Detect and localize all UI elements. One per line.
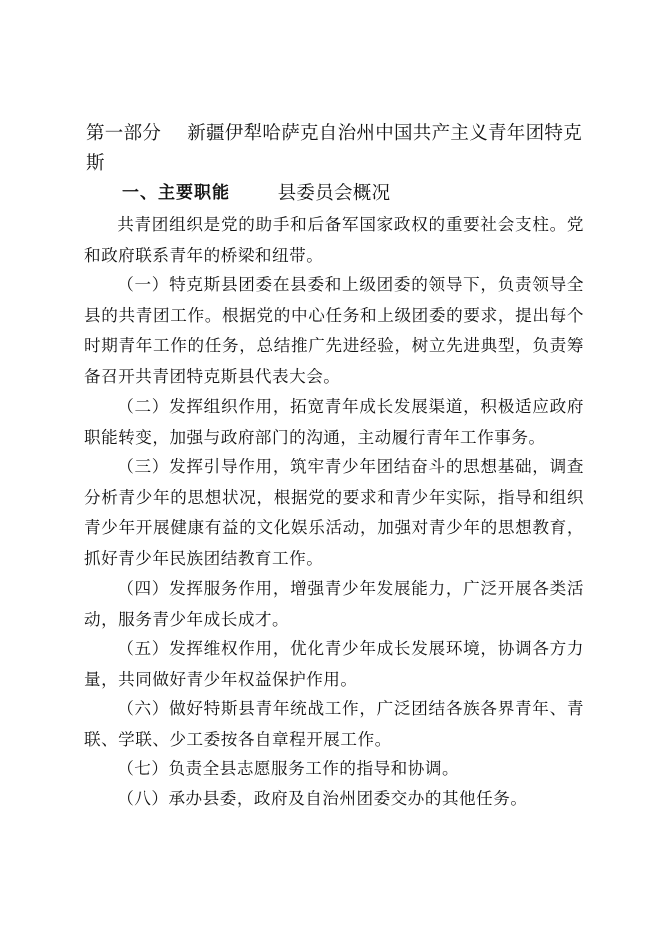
paragraph-item-1: （一）特克斯县团委在县委和上级团委的领导下，负责领导全县的共青团工作。根据党的中心任务和上级团委的要求，提出每个时期青年工作的任务，总结推广先进经验，树立先进典型，负责筹备召开共青团特克斯县代表大会。 <box>84 275 584 386</box>
paragraph-item-8: （八）承办县委，政府及自治州团委交办的其他任务。 <box>117 789 528 808</box>
title-line-2: 县委员会概况 <box>277 183 391 204</box>
paragraph-item-7: （七）负责全县志愿服务工作的指导和协调。 <box>117 759 460 778</box>
paragraph-item-5: （五）发挥维权作用，优化青少年成长发展环境，协调各方力量，共同做好青少年权益保护作用。 <box>84 639 584 689</box>
title-line-1: 新疆伊犁哈萨克自治州中国共产主义青年团特克斯 <box>86 123 583 174</box>
section-heading-main-functions: 一、主要职能 <box>122 183 230 203</box>
paragraph-item-2: （二）发挥组织作用，拓宽青年成长发展渠道，积极适应政府职能转变，加强与政府部门的沟通，主动履行青年工作事务。 <box>84 397 584 447</box>
paragraph-item-3: （三）发挥引导作用，筑牢青少年团结奋斗的思想基础，调查分析青少年的思想状况，根据党的要求和青少年实际，指导和组织青少年开展健康有益的文化娱乐活动，加强对青少年的思想教育，抓好青少年民族团结教育工作。 <box>84 457 584 568</box>
paragraph-item-4: （四）发挥服务作用，增强青少年发展能力，广泛开展各类活动，服务青少年成长成才。 <box>84 579 584 629</box>
title-part-label: 第一部分 <box>86 123 162 144</box>
paragraph-intro: 共青团组织是党的助手和后备军国家政权的重要社会支柱。党和政府联系青年的桥梁和纽带。 <box>84 215 584 265</box>
paragraph-item-6: （六）做好特斯县青年统战工作，广泛团结各族各界青年、青联、学联、少工委按各自章程开展工作。 <box>84 699 584 749</box>
